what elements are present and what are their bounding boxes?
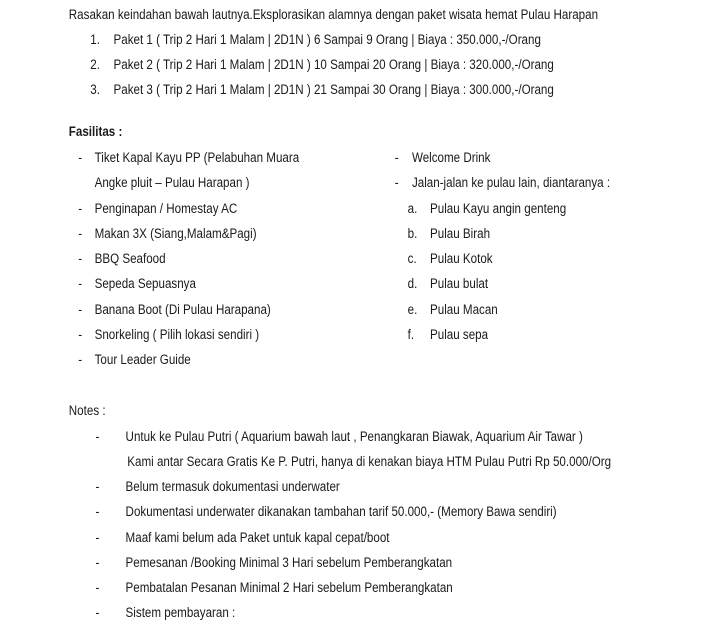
list-marker: d. <box>407 276 418 291</box>
list-marker: - <box>394 175 399 190</box>
intro-text: Rasakan keindahan bawah lautnya.Eksplorasikan alamnya dengan paket wisata hemat Pulau Harapan <box>68 7 599 22</box>
note-item: Untuk ke Pulau Putri ( Aquarium bawah laut , Penangkaran Biawak, Aquarium Air Tawar ) <box>125 429 583 444</box>
island-item: Pulau Kayu angin genteng <box>430 201 567 216</box>
facility-item: Jalan-jalan ke pulau lain, diantaranya : <box>411 175 611 190</box>
facility-item: Makan 3X (Siang,Malam&Pagi) <box>94 226 257 241</box>
package-item: Paket 1 ( Trip 2 Hari 1 Malam | 2D1N ) 6 Sampai 9 Orang | Biaya : 350.000,-/Orang <box>113 32 541 47</box>
notes-heading: Notes : <box>68 403 106 418</box>
island-item: Pulau Birah <box>430 226 491 241</box>
list-marker: e. <box>407 302 418 317</box>
facility-item: Sepeda Sepuasnya <box>94 276 196 291</box>
list-marker: - <box>95 605 100 620</box>
list-marker: - <box>95 530 100 545</box>
note-item: Maaf kami belum ada Paket untuk kapal cepat/boot <box>125 530 390 545</box>
list-marker: - <box>78 327 83 342</box>
facility-item: Tour Leader Guide <box>94 352 191 367</box>
list-marker: f. <box>407 327 415 342</box>
facility-item: Penginapan / Homestay AC <box>94 201 238 216</box>
list-marker: b. <box>407 226 418 241</box>
island-item: Pulau Macan <box>430 302 498 317</box>
package-item: Paket 2 ( Trip 2 Hari 1 Malam | 2D1N ) 10 Sampai 20 Orang | Biaya : 320.000,-/Orang <box>113 57 554 72</box>
facility-item: Banana Boot (Di Pulau Harapana) <box>94 302 271 317</box>
facility-item: Welcome Drink <box>411 150 491 165</box>
note-item: Sistem pembayaran : <box>125 605 236 620</box>
island-item: Pulau bulat <box>430 276 489 291</box>
facilities-heading: Fasilitas : <box>68 124 123 139</box>
list-marker: - <box>95 504 100 519</box>
facility-item: Tiket Kapal Kayu PP (Pelabuhan Muara <box>94 150 300 165</box>
package-item: Paket 3 ( Trip 2 Hari 1 Malam | 2D1N ) 21 Sampai 30 Orang | Biaya : 300.000,-/Orang <box>113 82 554 97</box>
list-marker: - <box>78 201 83 216</box>
note-item: Dokumentasi underwater dikanakan tambahan tarif 50.000,- (Memory Bawa sendiri) <box>125 504 557 519</box>
list-marker: a. <box>407 201 418 216</box>
note-item: Belum termasuk dokumentasi underwater <box>125 479 340 494</box>
note-item-continued: Kami antar Secara Gratis Ke P. Putri, hanya di kenakan biaya HTM Pulau Putri Rp 50.000/Org <box>127 454 612 469</box>
note-item: Pembatalan Pesanan Minimal 2 Hari sebelum Pemberangkatan <box>125 580 453 595</box>
list-marker: - <box>95 555 100 570</box>
list-marker: - <box>78 150 83 165</box>
note-item: Pemesanan /Booking Minimal 3 Hari sebelum Pemberangkatan <box>125 555 453 570</box>
list-marker: - <box>78 251 83 266</box>
island-item: Pulau sepa <box>430 327 489 342</box>
list-marker: - <box>95 580 100 595</box>
list-marker: - <box>95 429 100 444</box>
list-marker: - <box>95 479 100 494</box>
package-number: 1. <box>90 32 100 47</box>
package-number: 3. <box>90 82 100 97</box>
list-marker: c. <box>407 251 417 266</box>
list-marker: - <box>78 226 83 241</box>
facility-item: BBQ Seafood <box>94 251 166 266</box>
list-marker: - <box>78 276 83 291</box>
facility-item-continued: Angke pluit – Pulau Harapan ) <box>94 175 250 190</box>
facility-item: Snorkeling ( Pilih lokasi sendiri ) <box>94 327 260 342</box>
package-number: 2. <box>90 57 100 72</box>
list-marker: - <box>78 302 83 317</box>
list-marker: - <box>78 352 83 367</box>
list-marker: - <box>394 150 399 165</box>
island-item: Pulau Kotok <box>430 251 493 266</box>
